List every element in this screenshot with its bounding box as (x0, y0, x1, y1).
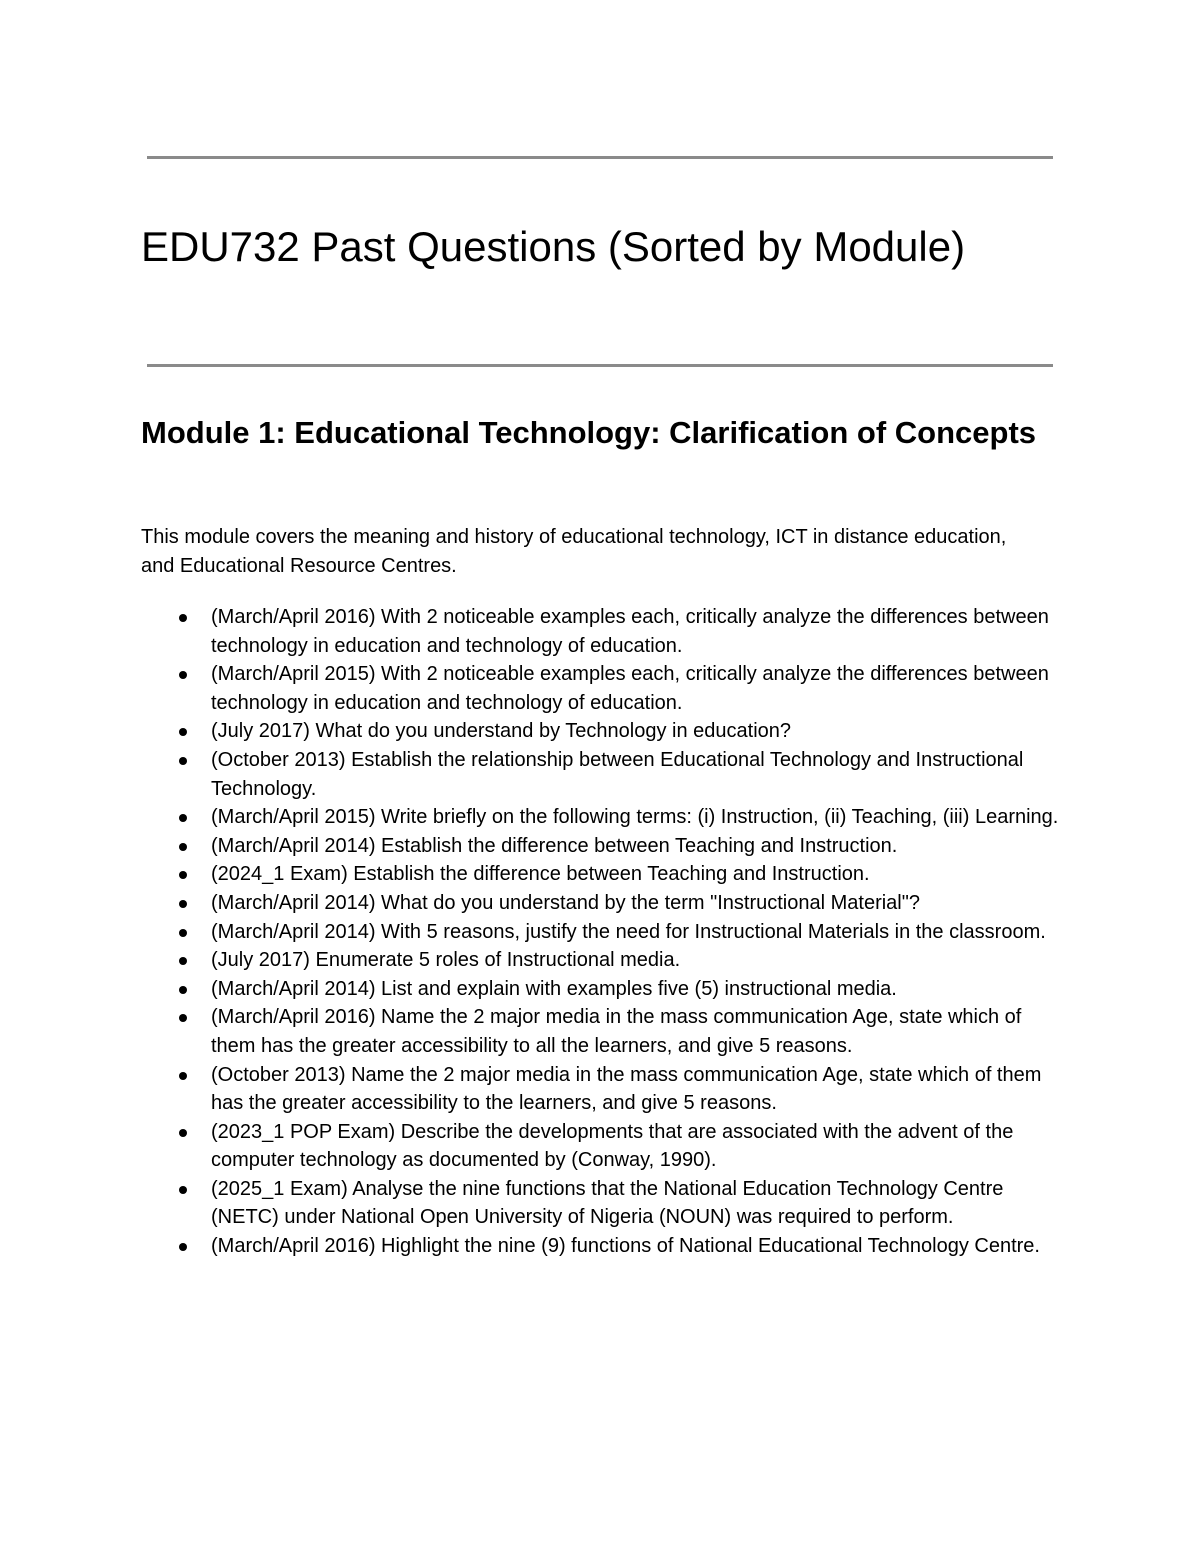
question-item: (2023_1 POP Exam) Describe the developments that are associated with the advent of the computer technology as documented by (Conway, 1990). (211, 1118, 1061, 1175)
question-item: (March/April 2014) With 5 reasons, justify the need for Instructional Materials in the classroom. (211, 918, 1061, 947)
question-item: (March/April 2016) Highlight the nine (9) functions of National Educational Technology Centre. (211, 1232, 1061, 1261)
question-item: (October 2013) Establish the relationship between Educational Technology and Instructional Technology. (211, 746, 1061, 803)
question-item: (March/April 2014) Establish the difference between Teaching and Instruction. (211, 832, 1061, 861)
page-title: EDU732 Past Questions (Sorted by Module) (141, 223, 966, 270)
question-list (211, 603, 1061, 1261)
question-item: (March/April 2014) List and explain with examples five (5) instructional media. (211, 975, 1061, 1004)
question-item: (July 2017) What do you understand by Technology in education? (211, 717, 1061, 746)
question-item: (March/April 2015) Write briefly on the following terms: (i) Instruction, (ii) Teaching, (iii) Learning. (211, 803, 1061, 832)
question-item: (2025_1 Exam) Analyse the nine functions that the National Education Technology Centre (NETC) under National Open University of Nigeria (NOUN) was required to perform. (211, 1175, 1061, 1232)
question-item: (March/April 2014) What do you understand by the term "Instructional Material"? (211, 889, 1061, 918)
question-item: (March/April 2016) Name the 2 major media in the mass communication Age, state which of them has the greater accessibility to all the learners, and give 5 reasons. (211, 1003, 1061, 1060)
question-item: (2024_1 Exam) Establish the difference between Teaching and Instruction. (211, 860, 1061, 889)
question-item: (March/April 2016) With 2 noticeable examples each, critically analyze the differences between technology in education and technology of education. (211, 603, 1061, 660)
module-1-heading: Module 1: Educational Technology: Clarification of Concepts (141, 415, 1037, 450)
module-1-intro: This module covers the meaning and history of educational technology, ICT in distance education, and Educational Resource Centres. (141, 526, 1007, 577)
question-item: (March/April 2015) With 2 noticeable examples each, critically analyze the differences between technology in education and technology of education. (211, 660, 1061, 717)
horizontal-rule-top (147, 156, 1053, 159)
question-item: (October 2013) Name the 2 major media in the mass communication Age, state which of them has the greater accessibility to the learners, and give 5 reasons. (211, 1061, 1061, 1118)
horizontal-rule-bottom (147, 364, 1053, 367)
question-item: (July 2017) Enumerate 5 roles of Instructional media. (211, 946, 1061, 975)
